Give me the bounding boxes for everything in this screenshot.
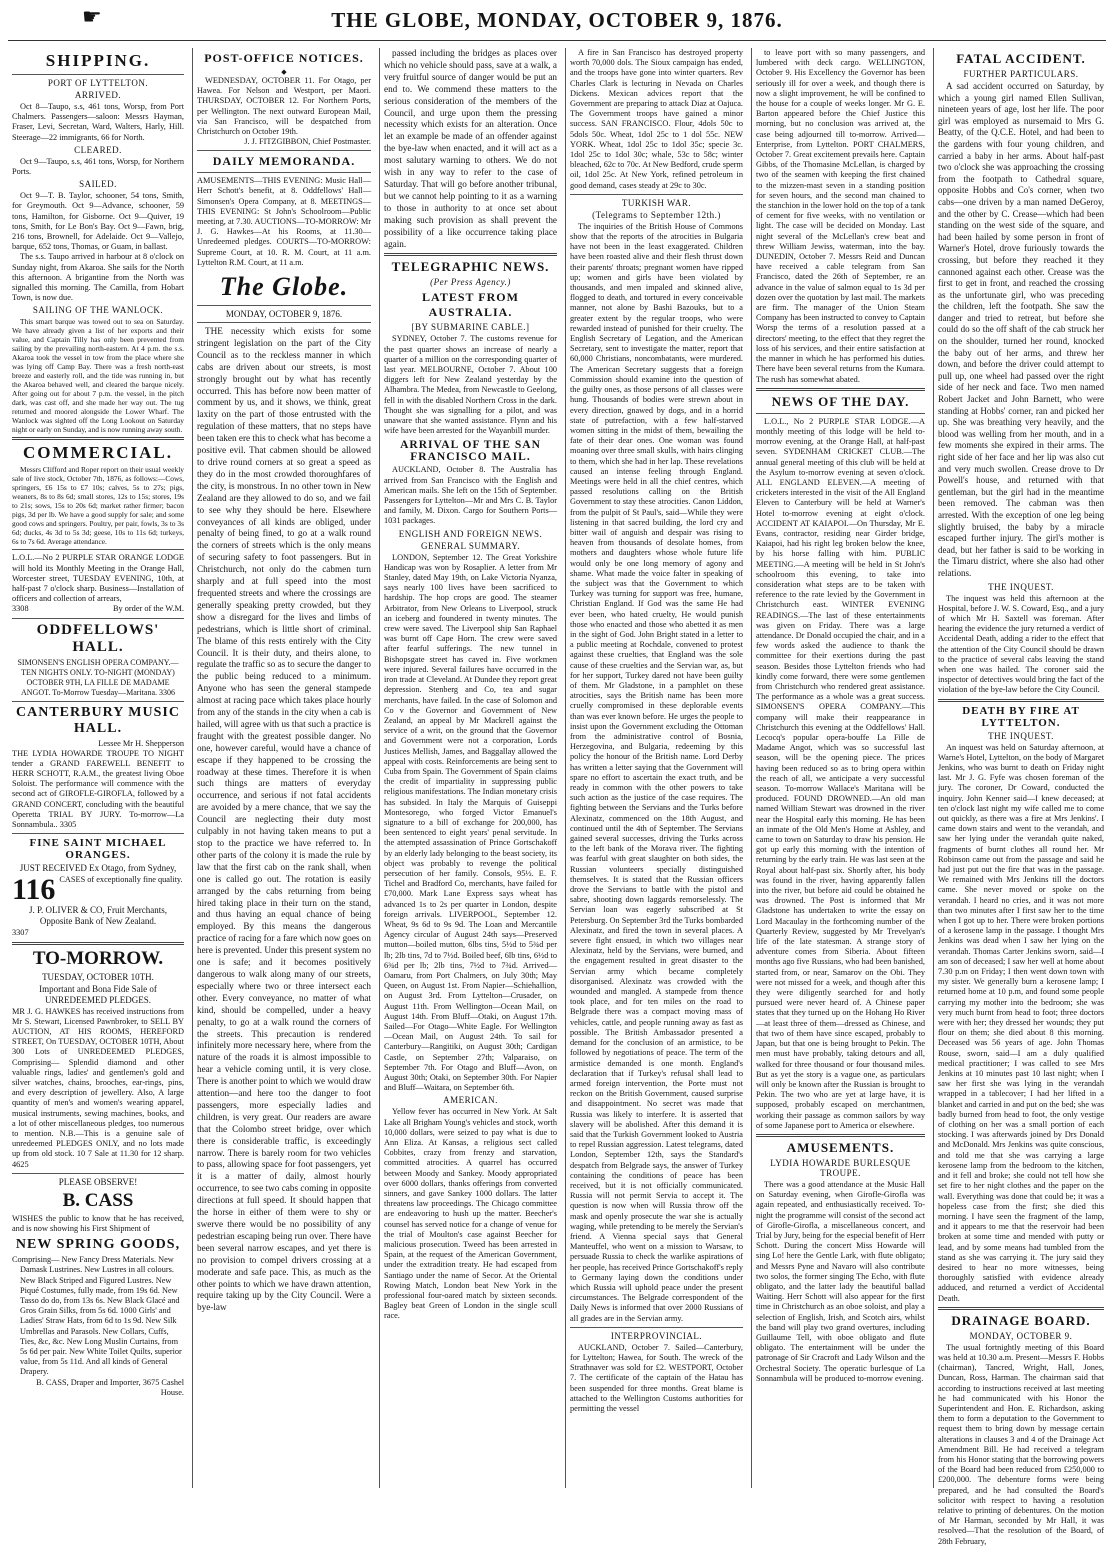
lol-notice: L.O.L.—No 2 PURPLE STAR ORANGE LODGE will hold its Monthly Meeting in the Orange Hall, Worcester street, TUESDAY EVENING, 10th, at half-past 7 o'clock sharp. Business—Installation of officers and collection of arrears,: [12, 553, 184, 604]
drainage-text: The usual fortnightly meeting of this Board was held at 10.30 a.m. Present—Messrs F. Hobbs (chairman), Tancred, Wright, Hall, Jones, Duncan, Ross, Harman. The chairman said that according to instructions received at last meeting he had communicated with his Honor the Superintendent and Hon. E. Richardson, asking them to form a deputation to the Government to request them to bring down by message certain alterations in clauses 3 and 4 of the Drainage Act Amendment Bill. He had received a telegram from his Honor stating that the borrowing powers of the Board had been reduced from £250,000 to £200,000. The debenture forms were being prepared, and he had consulted the Board's solicitor with respect to having a resolution relative to printing of debentures. On the motion of Mr Harman, seconded by Mr Hall, it was resolved—That the resolution of the Board, of 28th February,: [938, 1342, 1104, 1546]
san-francisco-heading: ARRIVAL OF THE SAN FRANCISCO MAIL.: [400, 439, 541, 464]
divider: [197, 305, 371, 306]
commercial-heading: COMMERCIAL.: [23, 443, 173, 463]
globe-masthead: The Globe.: [219, 272, 349, 302]
wanlock-text: This smart barque was towed out to sea on Saturday. We have already given a list of her exports and their value, and Captain Tilly has only been prevented from sailing by the prevailing north-eastern. At 4 p.m. the s.s. Akaroa took the vessel in tow from the place where she was lying off Camp Bay. There was a fresh north-east breeze and easterly roll, and the tide was running in, but the Akaroa behaved well, and cleared the barque nicely. After going out for about 7 p.m. the vessel, in the pitch dark, was cast off, and she made her way out. The tug returned and moored alongside the Lower Wharf. The Wanlock was sighted off the Long Lookout on Saturday night or early on Sunday, and is now running away south.: [12, 317, 184, 435]
tomorrow-date: TUESDAY, OCTOBER 10TH.: [42, 971, 154, 982]
australia-heading: LATEST FROM AUSTRALIA.: [422, 290, 519, 320]
divider: [756, 413, 925, 414]
canterbury-text: THE LYDIA HOWARDE TROUPE TO NIGHT tender a GRAND FAREWELL BENEFIT to HERR SCHOTT, R.A.M., the greatest living Oboe Soloist. The performance will commence with the second act of GIROFLE-GIROFLA, followed by a GRAND CONCERT, concluding with the beautiful Operetta TRIAL BY JURY. To-morrow—La Sonnambula.. 3305: [12, 748, 184, 830]
lol-number: 3308: [12, 604, 29, 614]
memoranda-text: AMUSEMENTS—THIS EVENING: Music Hall—Herr Schott's benefit, at 8. Oddfellows' Hall—Simonsen's Opera Company, at 8. MEETINGS—THIS EVENING: St John's Schoolroom—Public meeting, at 7.30. AUCTIONS—TO-MORROW: Mr J. G. Hawkes—At his Rooms, at 11.30—Unredeemed pledges. COURTS—TO-MORROW: Supreme Court, at 10. R. M. Court, at 11 a.m. Lyttelton R.M. Court, at 11 a.m.: [197, 176, 371, 267]
globe-date: MONDAY, OCTOBER 9, 1876.: [225, 309, 343, 320]
divider: [197, 150, 371, 151]
oranges-text: CASES of exceptionally fine quality.: [59, 875, 183, 885]
tomorrow-heading: TO-MORROW.: [32, 947, 164, 969]
oranges-heading: FINE SAINT MICHAEL ORANGES.: [29, 837, 167, 862]
divider: [12, 942, 184, 945]
hawkes-auction-text: MR J. G. HAWKES has received instructions from Mr S. Stewart, Licensed Pawnbroker, to SELL BY AUCTION, AT HIS ROOMS, HEREFORD STREET, On TUESDAY, OCTOBER 10TH, About 300 Lots of UNREDEEMED PLEDGES, Comprising— Splendid diamond and other valuable rings, ladies' and gentlemen's gold and silver watches, chains, brooches, ear-rings, pins, and every description of jewellery. Also, A large quantity of men's and women's wearing apparel, musical instruments, sewing machines, books, and a lot of other miscellaneous pledges, too numerous to mention. N.B.—This is a genuine sale of unredeemed PLEDGES ONLY, and no lots made up from old stock. 10 7 Sale at 11.30 for 12 sharp. 4625: [12, 1006, 184, 1169]
column-5: [751, 48, 929, 1488]
lydia-heading: LYDIA HOWARDE BURLESQUE TROUPE.: [770, 1157, 911, 1178]
column-6: [933, 48, 1108, 1546]
summary-heading: GENERAL SUMMARY.: [420, 540, 520, 551]
post-office-heading: POST-OFFICE NOTICES.: [204, 51, 364, 65]
divider: [938, 699, 1104, 702]
lol-by: By order of the W.M.: [113, 604, 184, 614]
tomorrow-sub: Important and Bona Fide Sale of UNREDEEMED PLEDGES.: [39, 983, 157, 1005]
cass-heading: B. CASS: [62, 1189, 134, 1211]
drainage-board-heading: DRAINAGE BOARD.: [951, 1312, 1091, 1328]
cass-text: WISHES the public to know that he has received, and is now showing his First Shipment of: [12, 1213, 184, 1233]
oddfellows-heading: ODDFELLOWS' HALL.: [36, 621, 160, 655]
divider: [12, 437, 184, 440]
divider: [12, 1173, 184, 1174]
lydia-text: There was a good attendance at the Music Hall on Saturday evening, when Girofle-Girofla was again repeated, and enthusiastically received. To-night the programme will consist of the second act of Girofle-Girofla, a miscellaneous concert, and Trial by Jury, being for the especial benefit of Herr Schott. During the concert Miss Howarde will sing Lo! here the Gentle Lark, with flute obligato; and Messrs Pyne and Navaro will also contribute two solos, the former singing The Echo, with flute obligato, and the latter lady the beautiful ballad Waiting. Herr Schott will also appear for the first time in Christchurch as an oboe soloist, and play a selection of English, Irish, and Scotch airs, whilst the band will play two grand overtures, including Guillaume Tell, with oboe obligato and flute obligato. The entertainment will be under the patronage of Sir Cracroft and Lady Wilson and the Orchestral Society. The operatic burlesque of La Sonnambula will be produced to-morrow evening.: [756, 1179, 925, 1383]
sailed-text: Oct 9—T. B. Taylor, schooner, 54 tons, Smith, for Greymouth. Oct 9—Advance, schooner, 59 tons, Hamilton, for Gisborne. Oct 9—Quiver, 19 tons, Smith, for Le Bon's Bay. Oct 9—Fawn, brig, 216 tons, Brownell, for Adelaide. Oct 9—Vallejo, barque, 652 tons, Thomas, or Guam, in ballast.: [12, 191, 184, 252]
column-1: [8, 48, 188, 1488]
canterbury-lessee: Lessee Mr H. Shepperson: [98, 738, 184, 748]
masthead: [0, 0, 1114, 44]
oranges-ad: [12, 873, 184, 907]
interprovincial-continued: to leave port with so many passengers, and lumbered with deck cargo. WELLINGTON, October 9. His Excellency the Governor has been seriously ill for over a week, and though there is now a slight improvement, he will be confined to the house for a couple of weeks longer. Mr G. E. Barton appeared before the Chief Justice this morning, but no conclusion was arrived at, the case being adjourned till to-morrow. Arrived—Enterprise, from Lyttelton. PORT CHALMERS, October 7. Great excitement prevails here. Captain Gibbs, of the Thomasine McLellan, is charged by two of the seamen with keeping the first chained to the mizzen-mast seven in a standing position for seven hours, and the second man chained to the stanchion in the lower hold on the top of a tank of cement for five weeks, with no ventilation or light. The case will be decided on Monday. Last night several of the McLellan's crew beat and threw William Jewiss, waterman, into the bay. DUNEDIN, October 7. Messrs Reid and Duncan have received a cable telegram from San Francisco, dated the 26th of September, re an advance in the value of salmon equal to 1s 3d per dozen over the quotation by last mail. The markets are firm. The manager of the Union Steam Company has been instructed to convey to Captain Worsp the terms of a resolution passed at a directors' meeting, to the effect that they regret the loss of his services, and their entire satisfaction at the manner in which he has performed his duties. There have been several returns from the Kumara. The rush has somewhat abated.: [756, 48, 925, 384]
divider: [570, 1327, 743, 1328]
post-office-signature: J. J. FITZGIBBON, Chief Postmaster.: [244, 137, 371, 147]
divider: [12, 833, 184, 834]
editorial-text: THE necessity which exists for some stringent legislation on the part of the City Council as to the reckless manner in which cabs are driven about our streets, is most strongly brought out by what has recently occurred. This has before now been matter of comment by us, and it shows, we think, great laxity on the part of those entrusted with the regulation of these matters, that no steps have been taken ere this to check what has become a positive evil. That cabmen should be allowed to drive round corners at so great a speed as they do in the most crowded thoroughfares of the city, is monstrous. In no other town in New Zealand are they allowed to do so, and we fail to see why they should be here. Elsewhere conveyances of all kinds are obliged, under penalty of being fined, to go at a walk round the corners of streets which is the only means of securing safety to foot passengers. But in Christchurch, not only do the cabmen turn sharply and at full speed into the most frequented streets and where the crossings are generally speaking pretty crowded, but they show a disregard for the lives and limbs of pedestrians, which is little short of criminal. The blame of this rests entirely with the City Council. It is their duty, and theirs alone, to regulate the traffic so as to secure the danger to the public being reduced to a minimum. Anyone who has seen the general stampede almost at racing pace which takes place hourly from any of the stands in the city when a cab is hailed, will agree with us that such a practice is fraught with the greatest possible danger. No one, however careful, would have a chance of escape if they happened to be crossing the roadway at these times. Therefore it is when such things are matters of everyday occurrence, and serious if not fatal accidents are avoided by a mere chance, that we say the Council are neglecting their duty most culpably in not having taken means to put a stop to the practice we have referred to. In other parts of the colony it is made the rule by law that the first cab on the rank shall, when one is called go out. The rotation is easily arranged by the cabs returning from being hired taking place in their turn on the stand, and thus having an equal chance of being employed. By this means the dangerous practice of racing for a fare which now goes on here is prevented. Under this present system no one is safe; and it becomes positively dangerous to walk along many of our streets, especially where two or three intersect each other. Every conveyance, no matter of what kind, should be compelled, under a heavy penalty, to go at a walk round the corners of the streets. This precaution is rendered infinitely more necessary here, where from the nature of the roads it is almost impossible to hear a vehicle coming until, it is very close. There is another point to which we would draw attention—and here too the danger to foot passengers, more especially ladies and children, is very great. Our readers are aware that the Colombo street bridge, over which there is considerable traffic, is exceedingly narrow. There is barely room for two vehicles to pass, allowing space for foot passengers, yet it is a matter of daily, almost hourly occurrence, to see two cabs coming in opposite directions at full speed. It should happen that the horse in either of them were to shy or swerve there would be no possibility of any pedestrian escaping being run over. There have been several narrow escapes, and yet there is no provision to compel drivers crossing at a moderate and safe pace. This, as much as the other points to which we have drawn attention, require taking up by the City Council. Were a bye-law: [197, 326, 372, 1313]
arrived-text: Oct 8—Taupo, s.s, 461 tons, Worsp, from Port Chalmers. Passengers—saloon: Messrs Hayman, Fraser, Levi, Secretan, Ward, Walters, Harly, Hill. Steerage—22 immigrants, 66 for North.: [12, 102, 184, 142]
inquest-text: The inquest was held this afternoon at the Hospital, before J. W. S. Coward, Esq., and a jury of which Mr H. Saxtell was foreman. After hearing the evidence the jury returned a verdict of Accidental Death, adding a rider to the effect that the attention of the City Council should be drawn to the practice of several cabs leaving the stand when one was hailed. The coroner said the inspector of detectives would bring the fact of the violation of the bye-law before the City Council.: [938, 593, 1104, 695]
divider: [197, 322, 371, 323]
divider: [12, 74, 184, 75]
fatal-accident-heading: FATAL ACCIDENT.: [956, 51, 1086, 66]
cleared-text: Oct 9—Taupo, s.s, 461 tons, Worsp, for Northern Ports.: [12, 156, 184, 177]
sailed-label: SAILED.: [79, 179, 117, 190]
divider: [197, 172, 371, 173]
american-text: Yellow fever has occurred in New York. At Salt Lake all Brigham Young's vehicles and stock, worth 10,000 dollars, were seized to pay what is due to Ann Eliza. At Kansas, a religious sect called Cobbites, crazy from frenzy and starvation, committed atrocities. A quarrel has occurred between Moody and Sankey. Moody appropriated over 6000 dollars, thanks offerings from converted sinners, and gave Sankey 1000 dollars. The latter threatens law proceedings. The Chicago committee are endeavoring to hush up the matter. Beecher's counsel has served notice for a change of venue for the trial of Moulton's case against Beecher for malicious prosecution. Tweed has been arrested in Spain, at the request of the American Government, under the extradition treaty. He had escaped from Santiago under the name of Secor. At the Oriental Rowing Match, London beat New York in the professional four-oared match by sixteen seconds. Bagley beat Green of London in the single scull race.: [384, 1107, 557, 1321]
observe-heading: PLEASE OBSERVE!: [58, 1176, 138, 1187]
divider: [938, 1307, 1104, 1310]
divider: [756, 388, 925, 391]
further-particulars-heading: FURTHER PARTICULARS.: [963, 69, 1079, 79]
oliver-number: 3307: [12, 928, 29, 938]
fire-inquest-heading: THE INQUEST.: [988, 730, 1054, 741]
ornament-icon: ◆: [281, 68, 287, 76]
memoranda-heading: DAILY MEMORANDA.: [212, 154, 356, 169]
divider: [756, 1134, 925, 1137]
spring-goods-heading: NEW SPRING GOODS,: [15, 1237, 181, 1253]
cleared-label: CLEARED.: [74, 144, 122, 155]
death-by-fire-heading: DEATH BY FIRE AT LYTTELTON.: [962, 704, 1080, 729]
press-agency-label: (Per Press Agency.): [430, 277, 511, 288]
taupo-text: The s.s. Taupo arrived in harbour at 8 o'clock on Sunday night, from Akaroa. She sails for the North this afternoon. A brigantine from the North was signalled this morning. The Camilla, from Hobart Town, is now due.: [12, 252, 184, 303]
divider: [12, 618, 184, 619]
column-4: [565, 48, 747, 1488]
news-of-day-text: L.O.L., No 2 PURPLE STAR LODGE.—A monthly meeting of this lodge will be held to-morrow evening, at the Orange Hall, at half-past seven. SYDENHAM CRICKET CLUB.—The annual general meeting of this club will be held at the Asylum to-morrow evening at seven o'clock. ALL ENGLAND ELEVEN.—A meeting of cricketers interested in the visit of the All England Eleven to Canterbury will be held at Warner's Hotel to-morrow evening at eight o'clock. ACCIDENT AT KAIAPOI.—On Thursday, Mr E. Evans, contractor, residing near Girder bridge, Kaiapoi, had his right leg broken below the knee, by his horse falling with him. PUBLIC MEETING.—A meeting will be held in St John's schoolroom this evening, to take into consideration what steps are to be taken with reference to the rate levied by the Government in Christchurch east. WINTER EVENING READINGS.—The last of these entertainments was given on Friday. There was a large attendance. Dr Donald occupied the chair, and in a few words asked the audience to thank the committee for their exertions during the past season. Besides those Lyttelton friends who had kindly come forward, there were some gentlemen from Christchurch who rendered great assistance. The performance as a whole was a great success. SIMONSEN'S OPERA COMPANY.—This company will make their reappearance in Christchurch this evening at the Oddfellows' Hall. Lecocq's popular opera-bouffe La Fille de Madame Angot, which was so successful last season, will be the opening piece. The prices having been reduced so as to bring opera within the reach of all, we anticipate a very successful season. To-morrow Wallace's Maritana will be produced. FOUND DROWNED.—An old man named William Stewart was drowned in the river near the Hospital early this morning. He has been an inmate of the Old Men's Home at Ashley, and came to town on Saturday to draw his pension. He got up early this morning with the intention of returning by the early train. He was last seen at the Royal about half-past six. Shortly after, his body was found in the river, having apparently fallen into the river, but before aid could be obtained he was drowned. The Post is informed that Mr Gladstone has undertaken to write the essay on Lord Macaulay in the forthcoming number of the Quarterly Review, suggested by Mr Trevelyan's life of the late statesman. A strange story of adventure comes from Siberia. About fifteen months ago five Russians, who had been banished, started from, or near, Samarov on the Obi. They were not missed for a week, and though after this they were diligently searched for and hotly pursued were never heard of. A Chinese paper states that they turned up on the Hohang Ho River—at least three of them—dressed as Chinese, and that two of them have since escaped, probably to Japan, but that one is being brought to Pekin. The men must have probably, taking detours and all, walked for three thousand or four thousand miles. But as yet the story is a vague one, as particulars will only be known after the Russian is brought to Pekin. The two who are yet at large have, it is supposed, probably escaped on merchantmen, working their passage as common sailors by way of some Japanese port to America or elsewhere.: [756, 416, 925, 1130]
post-office-text: WEDNESDAY, OCTOBER 11. For Otago, per Hawea. For Nelson and Westport, per Maori. THURSDAY, OCTOBER 12. For Northern Ports, per Wellington. The next outward European Mail, via San Francisco, will be despatched from Christchurch on October 19th.: [197, 76, 371, 137]
arrived-label: ARRIVED.: [74, 90, 122, 100]
inquest-heading: THE INQUEST.: [988, 581, 1054, 592]
foreign-heading: ENGLISH AND FOREIGN NEWS.: [398, 528, 543, 539]
column-2: [192, 48, 375, 1488]
amusements-heading: AMUSEMENTS.: [786, 1139, 895, 1155]
american-continued: A fire in San Francisco has destroyed property worth 70,000 dols. The Sioux campaign has ended, and the troops have gone into winter quarters. Rev Charles Clark is lecturing in Nevada on Charles Dickens. Mexican advices report that the Government are preparing to attack Diaz at Oajuca. The Government troops have gained a minor success. SAN FRANCISCO. Flour, 4dols 50c to 5dols 50c. Wheat, 1dol 25c to 1 dol 55c. NEW YORK. Wheat, 1dol 25c to 1dol 35c; specie 3c. 1dol 25c to 1dol 30c; whale, 53c to 58c; winter bleached, 62c to 70c. At New Bedford, crude sperm oil, 1dol 25c. At New York, refined petroleum in good demand, cases steady at 29c to 30c.: [570, 48, 743, 190]
cable-label: [BY SUBMARINE CABLE.]: [411, 322, 530, 333]
oliver-text: J. P. OLIVER & CO, Fruit Merchants, Opposite Bank of New Zealand.: [29, 905, 167, 927]
turkish-war-heading: TURKISH WAR.: [621, 197, 692, 208]
divider: [12, 549, 184, 550]
drainage-date: MONDAY, OCTOBER 9.: [969, 1330, 1073, 1341]
divider: [12, 701, 184, 702]
spring-goods-list: Comprising— New Fancy Dress Materials. New Damask Lustrines. New Lustres in all colours. New Black Striped and Figured Lustres. New Piqué Costumes, fully made, from 19s 6d. New Tasso do do, from 13s 6s. New Black Glacé and Gros Grain Silks, from 5s 6d. 1000 Girls' and Ladies' Straw Hats, from 6d to 1s 9d. New Silk Umbrellas and Parasols. New Collars, Cuffs, Ties, &c, &c. New Long Muslin Curtains, from 5s 6d per pair. New White Toilet Quilts, superior value, from 5s 11d. And all kinds of General Drapery.: [12, 1255, 182, 1377]
page-title: THE GLOBE, MONDAY, OCTOBER 9, 1876.: [331, 8, 783, 32]
interprovincial-text: AUCKLAND, October 7. Sailed—Canterbury, for Lyttelton; Hawea, for South. The wreck of the Strathnaver was sold for £2. WESTPORT, October 7. The certificate of the captain of the Hatau has been suspended for three months. Great blame is attached to the Wellington Customs authorities for permitting the vessel: [570, 1342, 743, 1413]
divider: [570, 194, 743, 195]
newspaper-page: [8, 48, 1108, 1546]
shipping-heading: SHIPPING.: [45, 51, 151, 70]
column-3: [379, 48, 561, 1488]
san-francisco-text: AUCKLAND, October 8. The Australia has arrived from San Francisco with the English and American mails. She left on the 15th of September. Passengers for Lyttelton—Mr and Mrs C. B. Taylor and family, M. Dixon. Cargo for Southern Ports—1031 packages.: [384, 465, 557, 526]
australia-text: SYDNEY, October 7. The customs revenue for the past quarter shows an increase of nearly a quarter of a million on the corresponding quarter of last year. MELBOURNE, October 7. About 100 diggers left for New Zealand yesterday by the Alhambra. The Medea, from Newcastle to Geelong, fell in with the disabled Northern Cross in the dark. Thought she was signalling for a pilot, and was unaware that she wanted assistance. Flynn and his wife have been arrested for the Wayanbill murder.: [384, 334, 557, 436]
port-heading: PORT OF LYTTELTON.: [47, 78, 149, 88]
oranges-sub: JUST RECEIVED Ex Otago, from Sydney,: [19, 863, 177, 874]
masthead-rule: [8, 40, 1106, 41]
oddfellows-text: SIMONSEN'S ENGLISH OPERA COMPANY.—TEN NIGHTS ONLY. TO-NIGHT (MONDAY) OCTOBER 9TH, LA FILLE DE MADAME ANGOT. To-Morrow Tuesday—Maritana. 3306: [17, 657, 179, 697]
wanlock-heading: SAILING OF THE WANLOCK.: [32, 305, 164, 316]
turkish-war-sub: (Telegrams to September 12th.): [592, 209, 721, 220]
death-by-fire-text: An inquest was held on Saturday afternoon, at Warne's Hotel, Lyttelton, on the body of Margaret Jenkins, who was burnt to death on Friday night last. Mr J. G. Fyfe was chosen foreman of the jury. The coroner, Dr Coward, conducted the inquiry. John Kenner said—I knew deceased; at ten o'clock last night my wife called me to come out quickly, as there was a fire at Mrs Jenkins'. I came down stairs and went to the verandah, and saw her lying under the verandah quite naked, fragments of burnt clothes all round her. Mr Robinson came out from the passage and said he had just put out the fire that was in the passage. We remained with Mrs Jenkins till the doctors came. She never moved or spoke on the verandah. I heard no cries, and it was not more than two minutes after I first saw her to the time when I got up to her. There were broken portions of a kerosene lamp in the passage. I thought Mrs Jenkins was dead when I saw her lying on the verandah. Thomas Carter Jenkins sworn, said—I am son of deceased; I saw her well at home about 7.30 p.m on Friday; I then went down town with my sister. We generally burn a kerosene lamp; I returned home at 10 p.m, and found some people carrying my mother into the bedroom; she was very much burnt from head to foot; three doctors were with her; they dressed her wounds; they put flour on them; she died about 8 this morning. Deceased was 56 years of age. John Thomas Rouse, sworn, said—I am a duly qualified medical practitioner; I was called to see Mrs Jenkins at 10 minutes past 10 last night; when I saw her first she was lying in the verandah wrapped in a tablecover; I had her lifted in a blanket and carried in and put on the bed; she was badly burned from head to foot, the only vestige of clothing on her was a small portion of each stocking. I was afterwards joined by Drs Donald and McDonald. Mrs Jenkins was quite conscious, and told me that she was carrying a large kerosene lamp from the bedroom to the kitchen, and it fell and broke; she could not tell how she set fire to her night clothes and the paper on the wall. Everything was done that could be; it was a hopeless case from the first; she died this morning. I have seen the fragment of the lamp, and it appears to me that the reservoir had been broken at some time and mended with putty or lead, and by some means had tumbled from the stand as she was carrying it. The jury said they desired to hear no more witnesses, being thoroughly satisfied with evidence already adduced, and returned a verdict of Accidental Death.: [938, 742, 1104, 1303]
oranges-number: 116: [12, 873, 56, 907]
turkish-war-text: The inquiries of the British House of Commons show that the reports of the atrocities in Bulgaria have not been in the least exaggerated. Children have been roasted alive and their flesh thrust down their parents' throats; pregnant women have ripped up; women and girls have been violated by thousands, and men impaled and skinned alive, flogged to death, and tortured in every conceivable manner, not alone by Bashi Bazouks, but to a greater extent by the regular troops, who were rewarded instead of punished for their cruelty. The English Secretary of Legation, and the American Secretary, sent to investigate the matter, report that 60,000 Christians, noncombatants, were murdered. The American Secretary suggests that a foreign Commission should examine into the question of the guilty ones, as those persons of all classes were hung. Thousands of bodies were strewn about in every direction, gnawed by dogs, and in a horrid state of putrefaction, with a few half-starved women sitting in the midst of them, bewailing the fate of their dear ones. One woman was found moaning over three small skulls, with hairs clinging to them, which she had in her lap. These revelations caused an intense feeling through England. Meetings were held in all the chief centres, which passed resolutions calling on the British Government to stay these atrocities. Canon Liddon, from the pulpit of St Paul's, said—While they were listening in that sacred building, the lord cry and bitter wail of anguish and despair was rising to heaven from thousands of desolate homes, from mothers and daughters whose whole future life would only be one long memory of agony and shame. What made the voice falter in speaking of the subject was that the Government to which Turkey was turning for support was free, humane, Christian England. If God was the same He had ever been, who hated cruelty, He would punish those who enacted and those who abetted it as men in the sight of God. John Bright stated in a letter to a public meeting at Rochdale, convened to protest against these cruelties, that England was the sole cause of these cruelties and the Servian war, as, but for her support, Turkey dared not have been guilty of them. Mr Gladstone, in a pamphlet on these atrocities, says the British name has been more cruelly compromised in these deplorable events than was ever known before. He urges the people to insist upon the Government excluding the Ottoman from the administrative control of Bosnia, Herzegovina, and Bulgaria, redeeming by this policy the honour of the British name. Lord Derby has written a letter saying that the Government will spare no effort to ascertain the exact truth, and be ready in common with the other powers to take such action as the justice of the case requires. The fighting between the Servians and the Turks before Alexinatz, commenced on the 18th August, and continued until the 4th of September. The Servians gained several successes, driving the Turks across to the left bank of the Morava river. The fighting was fearful with great slaughter on both sides, the Russian volunteers specially distinguished themselves. It is stated that the Russian officers drove the Servians to battle with the pistol and sabre, shooting down laggards remorselessly. The Servian loan was eagerly subscribed at St Petersburg. On September 3rd the Turks bombarded Alexinatz, and fired the town in several places. A severe fight ensued, in which two villages near Alexinatz, held by the Servians, were burned, and the engagement resulted in great disaster to the Servian army which became completely disorganised. Alexinatz was crowded with the wounded and mangled. A stampede from thence took place, and for ten miles on the road to Belgrade there was a compact moving mass of vehicles, cattle, and people running away as fast as possible. The British Ambassador presented a demand for the conclusion of an armistice, to be followed by negotiations of peace. The term of the armistice demanded is one month. England's declaration that if Turkey's refusal shall lead to armed foreign intervention, the Porte must not reckon on the British Government, caused surprise and disappointment. No secret was made that Russia was likely to interfere. It is asserted that slavery will be abolished. After this demand it is said that the Turkish Government looked to Austria to repel Russian aggression. Latest telegrams, dated London, September 12th, says the Standard's despatch from Belgrade says, the answer of Turkey containing the conditions of peace has been received, but it is not officially communicated. Russia will not permit Servia to accept it. The question is now when will Russia throw off the mask and openly prosecute the war she is actually waging, while pretending to be merely the Servian's friend. A Vienna special says that General Manteuffel, who went on a mission to Warsaw, to persuade Russia to check the warlike aspirations of her people, has received Prince Gortschakoff's reply to Germany laying down the conditions under which Russia will uphold peace under the present circumstances. The Belgrade correspondent of the Daily News is informed that over 2000 Russians of all grades are in the Servian army.: [570, 221, 743, 1323]
canterbury-heading: CANTERBURY MUSIC HALL.: [16, 704, 180, 736]
divider: [384, 253, 557, 256]
editorial-continued: passed including the bridges as places over which no vehicle should pass, save at a walk, a very fruitful source of danger would be put an end to. We commend these matters to the serious consideration of the members of the Council, and urge upon them the pressing necessity which exists for an alteration. Once let an example be made of an offender against the bye-law when enacted, and it will act as a most salutary warning to others. We do not wish in any way to refer to the case of Saturday. That will go before another tribunal, but we cannot help pointing to it as a warning to those in authority to at once set about making such provision as shall prevent the possibility of a like occurrence taking place again.: [384, 48, 557, 249]
foreign-text: LONDON, September 12. The Great Yorkshire Handicap was won by Rosaplier. A letter from Mr Stanley, dated May 19th, on Lake Victoria Nyanza, says nearly 100 lives have been sacrificed to hardship. The hop crops are good. The steamer Arbitrator, from New Orleans to Liverpool, struck an iceberg and foundered in twenty minutes. The crew were saved. The Liverpool ship San Raphael was burnt off Cape Horn. The crew were saved after fearful sufferings. The new tunnel in Bishopsgate street has caved in. Five workmen were injured. Several failures have occurred in the iron trade at Cleveland. At Dundee they report great depression. Stenberg and Co, tea and sugar merchants, have failed. In the case of Solomon and Co v the Governor and Government of New Zealand, an appeal by Mr Mackrell against the service of a writ, on the ground that the Governor and Government were not a corporation, Lords Justices Mellish, James, and Baggallay allowed the appeal with costs. Reinforcements are being sent to Cuba from Spain. The Government of Spain claims the credit of impartiality in suppressing public religious manifestations. The Indian monetary crisis has subsided. In Italy the Marquis of Guiseppi Montesorego, who forged Victor Emanuel's signature to a bill of exchange for 200,000, has been sentenced to eight years' penal servitude. In the attempted assassination of Prince Gortschakoff by an elderly lady belonging to the beast society, its object was probably to revenge the political persecution of her family. Consols, 95½. E. F. Tichel and Bradford Co, merchants, have failed for £70,000. Mark Lane Express says wheat has advanced 1s to 2s per quarter in London, despite foreign arrivals. LIVERPOOL, September 12. Wheat, 9s 6d to 9s 9d. The Loan and Mercantile Agency circular of August 24th says—Preserved mutton—boiled mutton, 6lbs tins, 5½d to 5¾d per lb; 2lb tins, 7d to 7½d. Boiled beef, 6lb tins, 6½d to 6¾d per lb; 2lb tins, 7½d to 7¾d. Arrived—Oamaru, from Port Chalmers, on July 30th; May Queen, on August 1st. From Napier—Schiehallion, on August 3rd. From Lyttelton—Crusader, on August 11th. From Wellington—Ocean Mail, on August 14th. From Bluff—Otaki, on August 17th. Sailed—For Otago—White Eagle. For Wellington—Ocean Mail, on August 24th. To sail for Canterbury—Rangitiki, on August 30th; Cardigan Castle, on September 27th; Valparaiso, on September 7th. For Otago and Bluff—Avon, on August 30th; Otaki, on September 30th. For Napier and Bluff—Waitara, on September 6th.: [384, 552, 557, 1093]
lol-footer: [12, 604, 184, 614]
american-heading: AMERICAN.: [443, 1095, 498, 1106]
interprovincial-heading: INTERPROVINCIAL.: [610, 1330, 703, 1341]
fatal-accident-text: A sad accident occurred on Saturday, by which a young girl named Ellen Sullivan, nineteen years of age, lost her life. The poor girl was employed as nursemaid to Mrs G. Beatty, of the Q.C.E. Hotel, and had been to the gardens with four young children, and carried a baby in her arms. About half-past two o'clock she was approaching the crossing from the footpath to Cathedral square, opposite Hobbs and Co's corner, when two cabs—one driven by a man named DeGeroy, and the other by C. Crease—which had been standing on the west side of the square, and had been hailed by some person in front of Warner's Hotel, drove furiously towards the crossing, but before they reached it they cannoned against each other. Crease was the first to get in front, and reached the crossing as the unfortunate girl, who was preceding the children, left the footpath. She saw the danger and tried to retreat, but before she could do so the off shaft of the cab struck her on the shoulder, turned her round, knocked the baby out of her arms, and threw her down, and before the driver could attempt to pull up, one wheel had passed over the right side of her neck and face. Two men named Robert Jacket and John Barnett, who were standing at Hobbs' corner, ran and picked her up. She was breathing very heavily, and the blood was welling from her mouth, and in a few moments she expired in their arms. The right side of her face and her lip was also cut and very much swollen. Crease drove to Dr Powell's house, and returned with that gentleman, but the girl had in the meantime been removed. The cabman was then arrested. With the exception of one leg being slightly bruised, the baby by a miracle escaped further injury. The girl's mother is dead, but her father is said to be working in the Timaru district, where she also had other relations.: [938, 81, 1104, 578]
commercial-text: Messrs Clifford and Roper report on their usual weekly sale of live stock, October 7th, 1876, as follows:—Cows, springers, £6 15s to £7 10s; calves, 5s to 27s; pigs, weaners, 8s to 8s 6d; small stores, 12s to 15s; stores, 19s to 21s; sows, 15s to 20s 6d; market rather firmer; bacon pigs, 3d per lb. We have a good supply for sale; and some good cows and springers. Poultry, per pair, fowls, 3s to 3s 6d; ducks, 4s 3d to 5s 3d; geese, 10s to 11s 6d; turkeys, 6s to 7s 6d. Average attendance.: [12, 465, 184, 547]
cass-signature: B. CASS, Draper and Importer, 3675 Cashel House.: [36, 1377, 184, 1397]
news-of-day-heading: NEWS OF THE DAY.: [771, 393, 910, 409]
pointing-hand-icon: ☛: [82, 4, 102, 29]
telegraphic-heading: TELEGRAPHIC NEWS.: [391, 259, 550, 275]
